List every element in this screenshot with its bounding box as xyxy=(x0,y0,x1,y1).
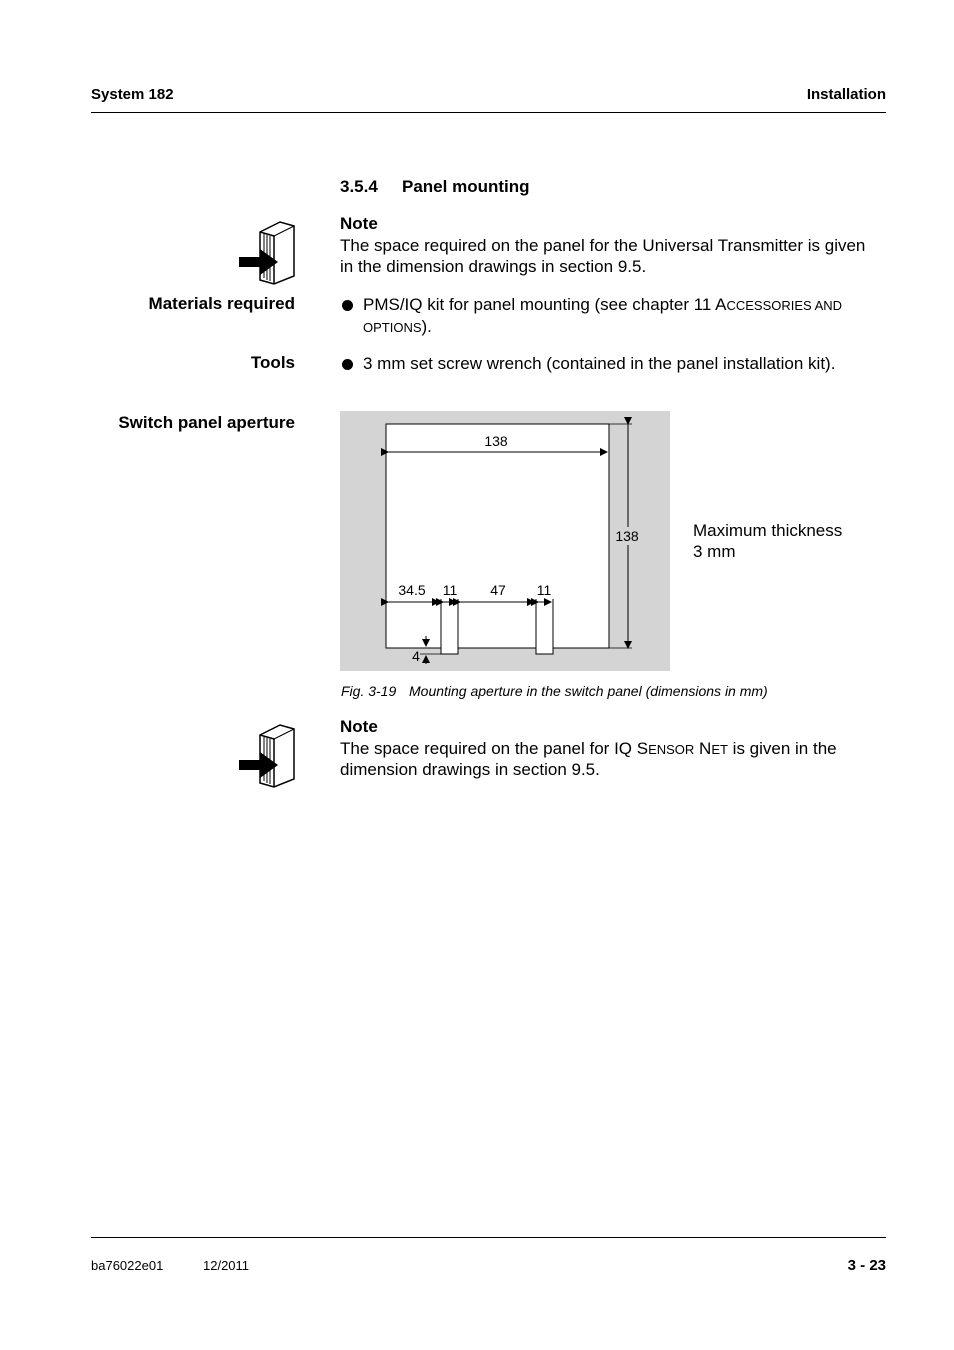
manual-reference-icon xyxy=(236,723,298,789)
materials-bullet xyxy=(340,294,886,338)
dimension-label-c: 47 xyxy=(490,582,506,598)
note-text: The space required on the panel for IQ S xyxy=(340,739,649,758)
note-line xyxy=(340,738,837,760)
manual-reference-icon xyxy=(236,220,298,286)
footer-doc-id: ba76022e01 xyxy=(91,1258,164,1273)
note-line: in the dimension drawings in section 9.5. xyxy=(340,257,647,276)
dimension-label-b: 11 xyxy=(442,582,458,598)
note-line: The space required on the panel for the Universal Transmitter is given xyxy=(340,236,866,255)
note-text-smallcaps: ET xyxy=(711,742,728,757)
figure-caption-text: Mounting aperture in the switch panel (dimensions in mm) xyxy=(409,683,768,699)
footer-date: 12/2011 xyxy=(203,1258,250,1273)
thickness-value: 3 mm xyxy=(693,542,736,561)
height-dimension-label: 138 xyxy=(615,528,639,544)
header-right: Installation xyxy=(806,86,886,103)
section-number: 3.5.4 xyxy=(340,177,378,196)
dimension-label-d: 11 xyxy=(536,582,552,598)
note-label: Note xyxy=(340,214,378,233)
notch-depth-label: 4 xyxy=(412,648,420,664)
section-heading xyxy=(340,177,530,197)
figure-caption xyxy=(341,683,768,699)
aperture-label: Switch panel aperture xyxy=(118,413,295,432)
materials-label: Materials required xyxy=(148,294,295,313)
header-left: System 182 xyxy=(91,86,174,103)
thickness-label: Maximum thickness xyxy=(693,521,843,540)
note-text: is given in the xyxy=(727,739,837,758)
header-rule xyxy=(91,112,886,113)
aperture-diagram xyxy=(340,411,670,671)
materials-text-smallcaps: CCESSORIES AND xyxy=(726,298,843,313)
materials-text: PMS/IQ kit for panel mounting (see chapter 11 A xyxy=(363,295,727,314)
note-text-smallcaps: ENSOR xyxy=(648,742,695,757)
tools-label: Tools xyxy=(250,353,295,372)
note-line: dimension drawings in section 9.5. xyxy=(340,760,600,779)
materials-text-end: ). xyxy=(421,317,432,336)
bullet-icon xyxy=(342,300,353,311)
footer-rule xyxy=(91,1237,886,1238)
figure-number: Fig. 3-19 xyxy=(341,683,397,699)
tools-bullet xyxy=(340,353,886,375)
aperture-cutout xyxy=(386,424,609,654)
tools-text: 3 mm set screw wrench (contained in the panel installation kit). xyxy=(363,354,836,373)
dimension-label-a: 34.5 xyxy=(398,582,426,598)
note-label: Note xyxy=(340,717,378,736)
page-number: 3 - 23 xyxy=(847,1257,886,1274)
section-title: Panel mounting xyxy=(402,177,530,196)
note-text: N xyxy=(694,739,712,758)
bullet-icon xyxy=(342,359,353,370)
width-dimension-label: 138 xyxy=(484,433,508,449)
materials-text-smallcaps: OPTIONS xyxy=(363,320,422,335)
